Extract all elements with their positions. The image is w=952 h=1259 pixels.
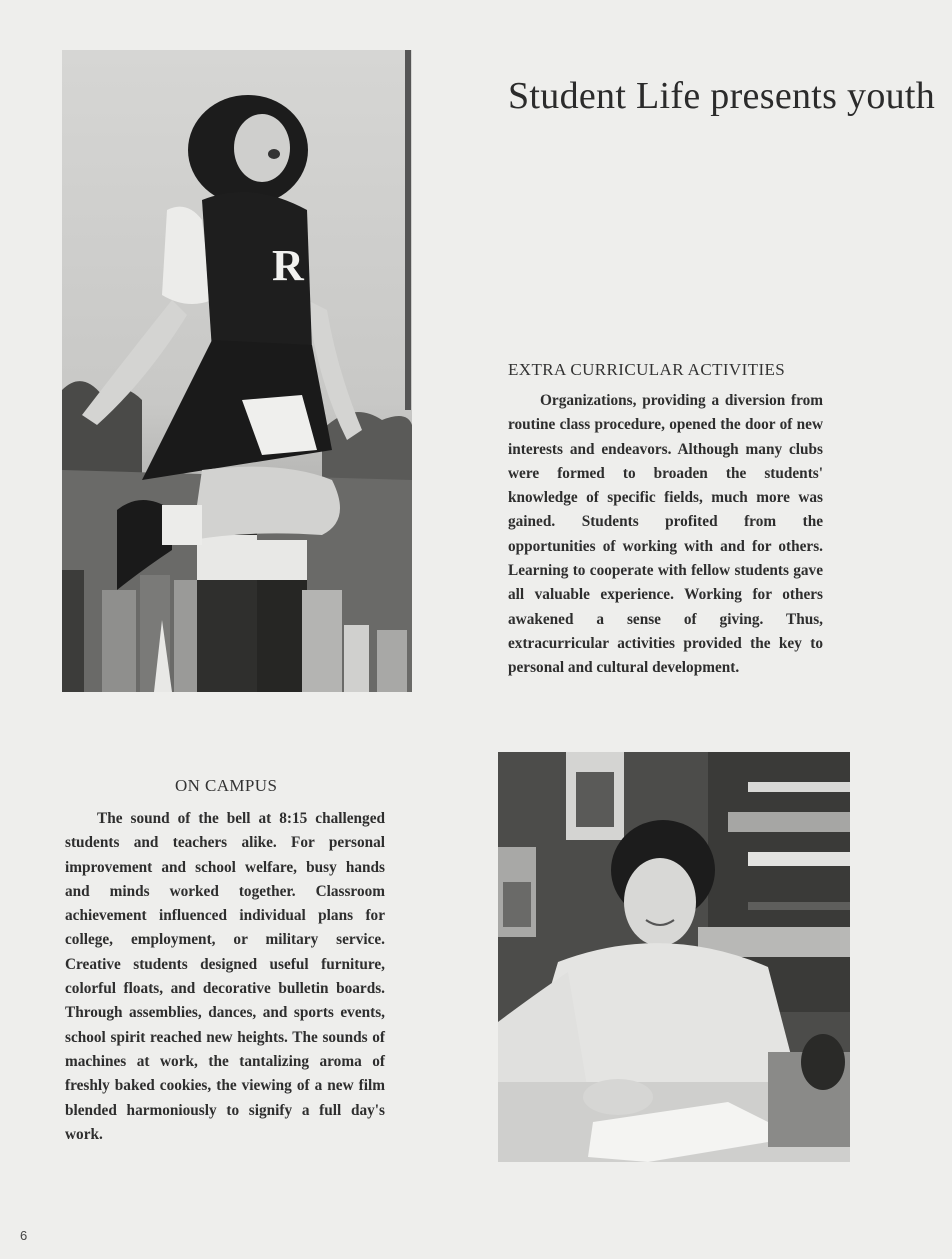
page-number: 6 [20, 1228, 28, 1243]
extracurricular-heading: EXTRA CURRICULAR ACTIVITIES [508, 360, 786, 379]
on-campus-body: The sound of the bell at 8:15 challenged students and teachers alike. For personal improvement and school welfare, busy hands and minds worked together. Classroom achievement influenced individual plans for college, employment, or military service. Creative students designed useful furniture, colorful floats, and decorative bulletin boards. Through assemblies, dances, and sports events, school spirit reached new heights. The sounds of machines at work, the tantalizing aroma of freshly baked cookies, the viewing of a new film blended harmoniously to signify a full day's work. [65, 810, 385, 1143]
student-desk-photo [498, 752, 850, 1162]
cheer-letter: R [272, 241, 304, 290]
on-campus-heading: ON CAMPUS [175, 776, 278, 795]
extracurricular-body: Organizations, providing a diversion from routine class procedure, opened the door of new interests and endeavors. Although many clubs were formed to broaden the students' knowledge of specific fields, much more was gained. Students profited from the opportunities of working with and for others. Learning to cooperate with fellow students gave all valuable experience. Working for others awakened a sense of giving. Thus, extracurricular activities provided the key to personal and cultural development. [508, 392, 823, 677]
page-title: Student Life presents youth [508, 75, 936, 117]
cheerleader-photo [62, 50, 412, 692]
